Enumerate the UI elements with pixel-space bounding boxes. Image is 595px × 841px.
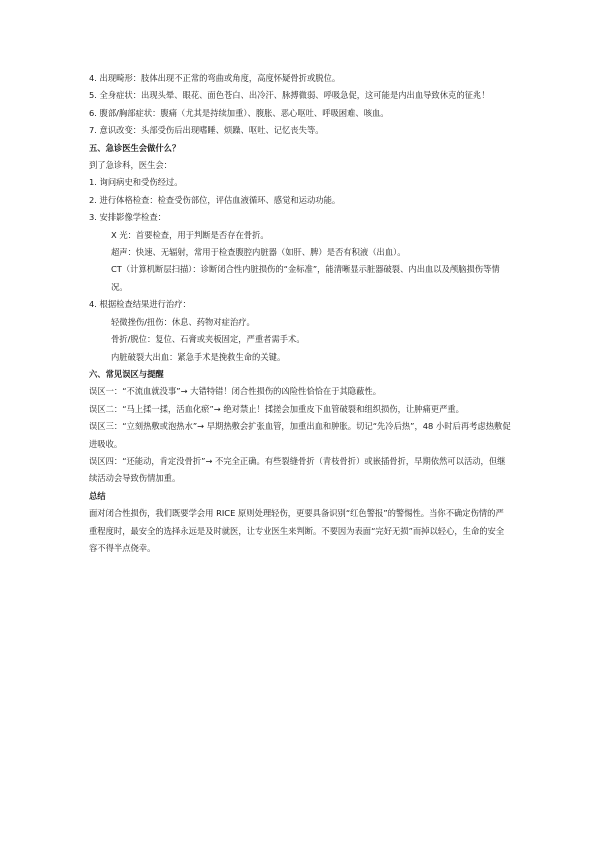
section5-heading: 五、急诊医生会做什么？ [89, 142, 181, 153]
step-history: 1. 询问病史和受伤经过。 [89, 177, 183, 188]
list-item-abdominal-symptoms: 6. 腹部/胸部症状：腹痛（尤其是持续加重）、腹胀、恶心呕吐、呼吸困难、咳血。 [89, 107, 389, 118]
imaging-ct: CT（计算机断层扫描）：诊断闭合性内脏损伤的“金标准”，能清晰显示脏器破裂、内出血以及颅脑损伤等情况。 [111, 264, 500, 292]
misconception-2: 误区二：“马上揉一揉，活血化瘀”→ 绝对禁止！揉搓会加重皮下血管破裂和组织损伤，让肿痛更严重。 [89, 403, 464, 414]
misconception-3: 误区三：“立刻热敷或泡热水”→ 早期热敷会扩张血管，加重出血和肿胀。切记“先冷后热”，48 小时后再考虑热敷促进吸收。 [89, 421, 511, 449]
misconception-1: 误区一：“不流血就没事”→ 大错特错！闭合性损伤的凶险性恰恰在于其隐蔽性。 [89, 386, 381, 397]
list-item-systemic-symptoms: 5. 全身症状：出现头晕、眼花、面色苍白、出冷汗、脉搏微弱、呼吸急促，这可能是内出血导致休克的征兆！ [89, 90, 490, 101]
treatment-mild: 轻微挫伤/扭伤：休息、药物对症治疗。 [111, 316, 255, 327]
misconception-4: 误区四：“还能动，肯定没骨折”→ 不完全正确。有些裂缝骨折（青枝骨折）或嵌插骨折，早期依然可以活动，但继续活动会导致伤情加重。 [89, 455, 506, 484]
section6-heading: 六、常见误区与提醒 [89, 368, 164, 379]
document-page [89, 70, 511, 557]
step-treatment: 4. 根据检查结果进行治疗： [89, 299, 191, 310]
list-item-consciousness: 7. 意识改变：头部受伤后出现嗜睡、烦躁、呕吐、记忆丧失等。 [89, 125, 324, 136]
summary-text: 面对闭合性损伤，我们既要学会用 RICE 原则处理轻伤，更要具备识别“红色警报”的警惕性。当你不确定伤情的严重程度时，最安全的选择永远是及时就医，让专业医生来判断。不要因为表面“完好无损”而掉以轻心，生命的安全容不得半点侥幸。 [89, 508, 505, 553]
step-imaging: 3. 安排影像学检查： [89, 212, 166, 223]
step-physical-exam: 2. 进行体格检查：检查受伤部位，评估血液循环、感觉和运动功能。 [89, 194, 341, 205]
treatment-rupture: 内脏破裂大出血：紧急手术是挽救生命的关键。 [111, 351, 286, 362]
treatment-fracture: 骨折/脱位：复位、石膏或夹板固定，严重者需手术。 [111, 334, 305, 345]
section5-intro: 到了急诊科，医生会： [89, 160, 172, 171]
list-item-deformity: 4. 出现畸形：肢体出现不正常的弯曲或角度，高度怀疑骨折或脱位。 [89, 73, 341, 83]
imaging-xray: X 光：首要检查，用于判断是否存在骨折。 [111, 229, 269, 240]
imaging-ultrasound: 超声：快速、无辐射，常用于检查腹腔内脏器（如肝、脾）是否有积液（出血）。 [111, 247, 406, 258]
summary-heading: 总结 [89, 490, 106, 501]
